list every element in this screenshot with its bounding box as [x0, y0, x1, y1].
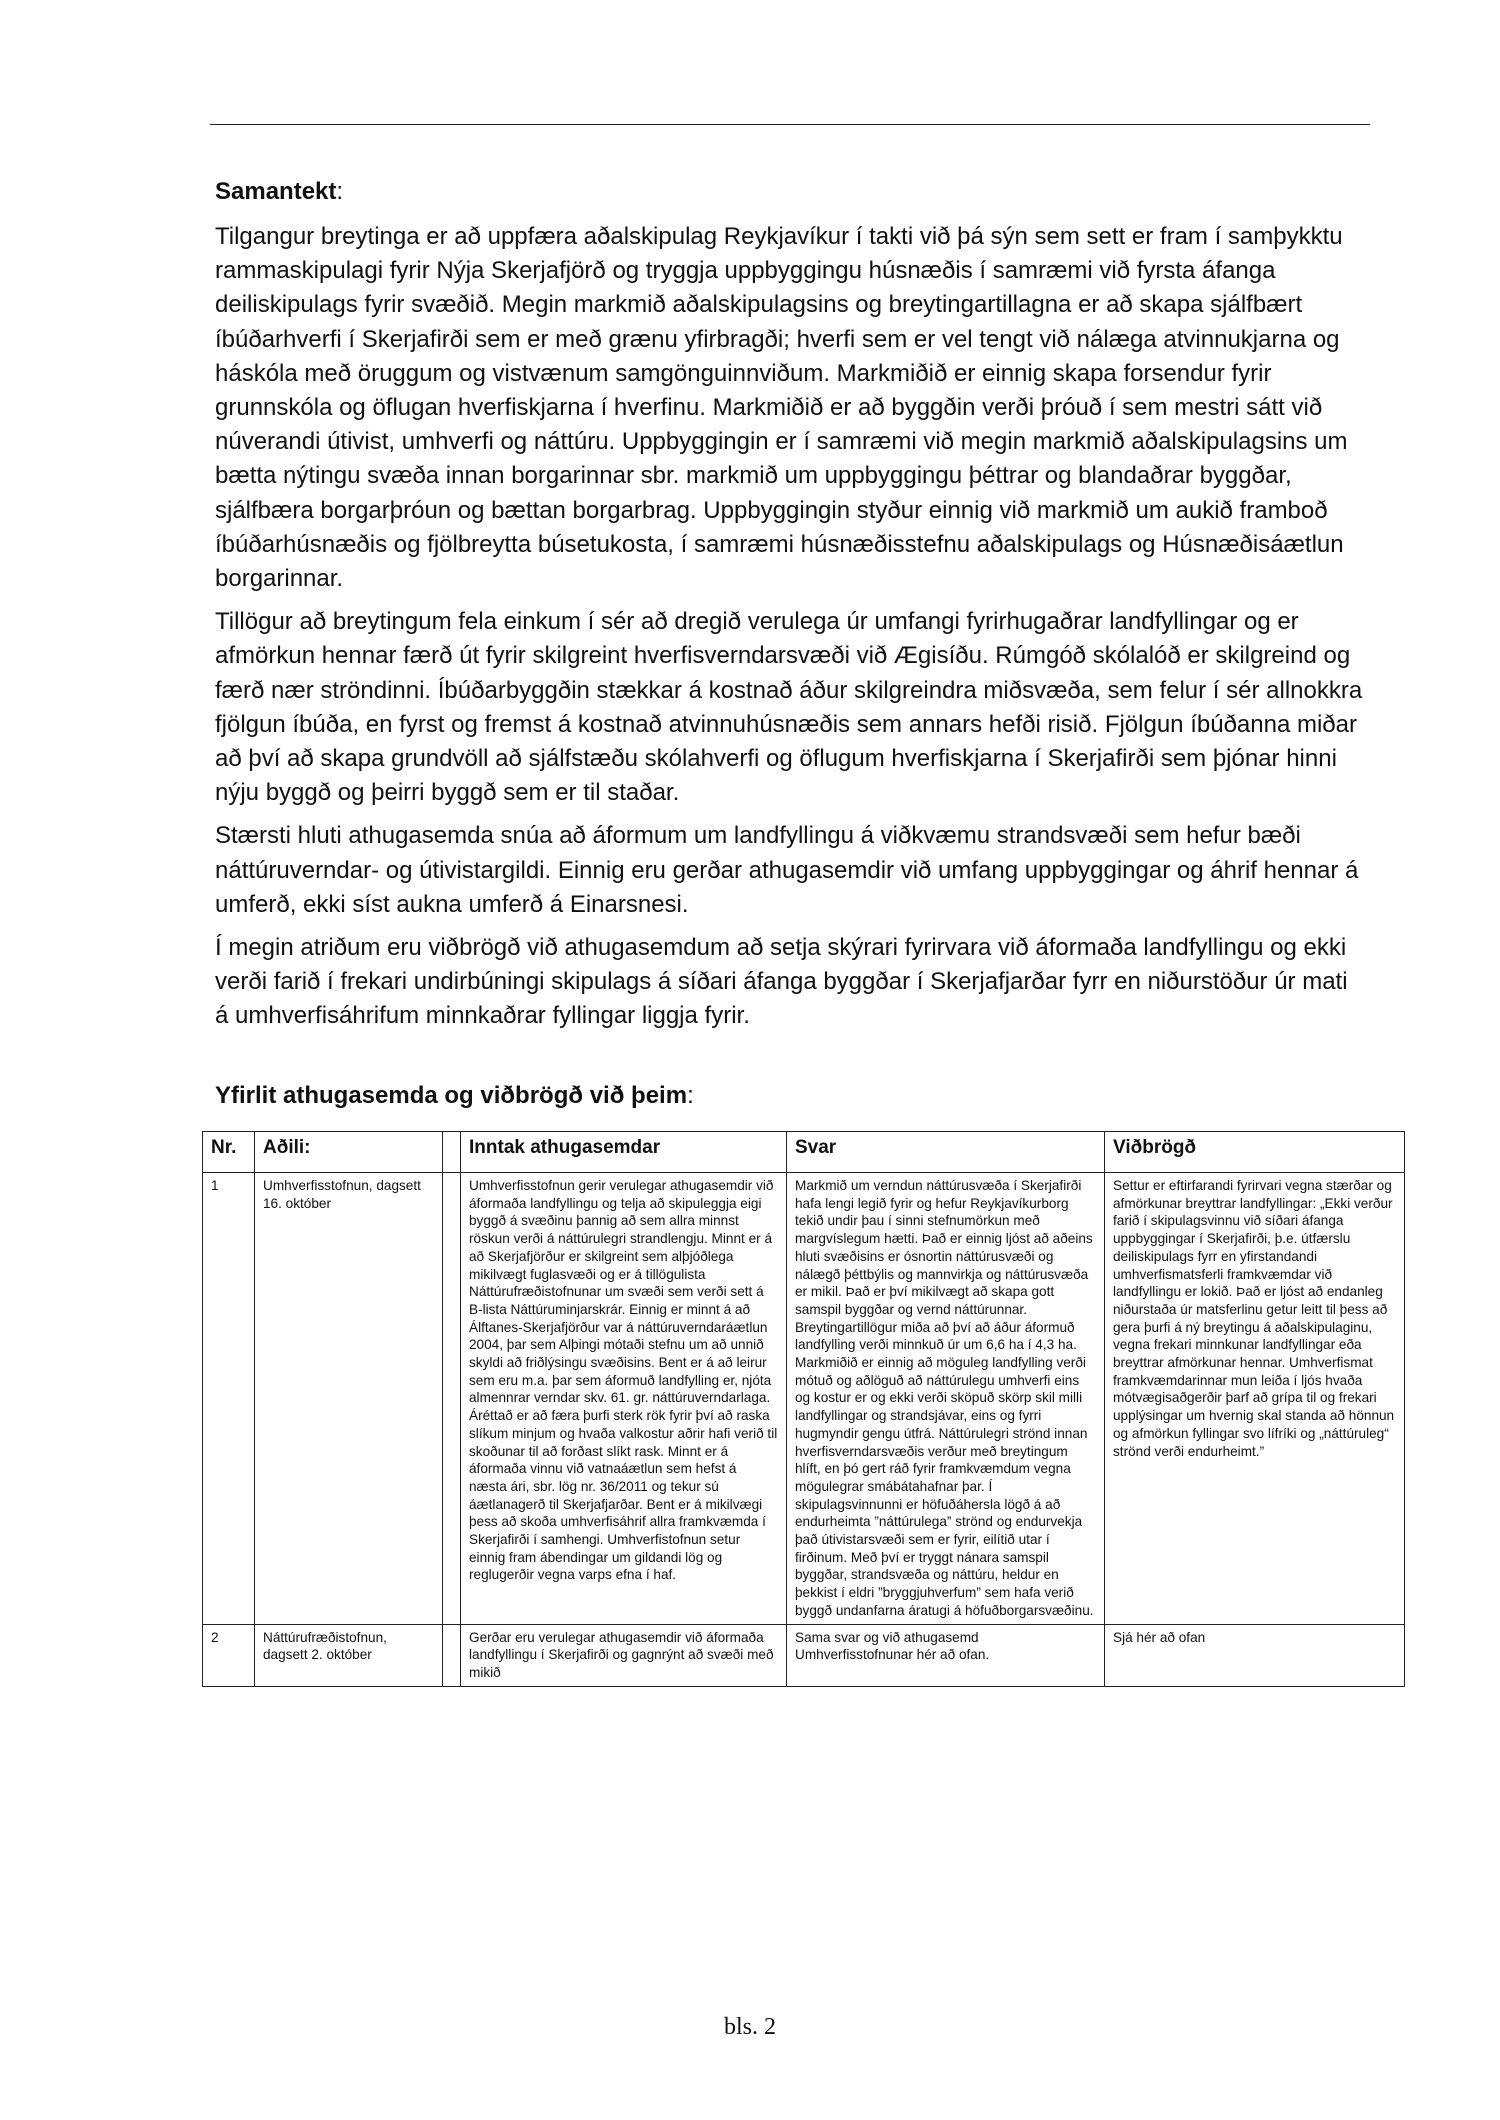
summary-paragraph: Stærsti hluti athugasemda snúa að áformum um landfyllingu á viðkvæmu strandsvæði sem hefur bæði náttúruverndar- og útivistargildi. Einnig eru gerðar athugasemdir við umfang uppbyggingar og áhrif hennar á umferð, ekki síst aukna umferð á Einarsnesi. [215, 822, 1359, 918]
cell-party: Náttúrufræðistofnun, dagsett 2. október [255, 1624, 443, 1686]
page-number: bls. 2 [723, 2014, 776, 2040]
table-title: Yfirlit athugasemda og viðbrögð við þeim: [215, 1082, 694, 1109]
cell-party: Umhverfisstofnun, dagsett 16. október [255, 1173, 443, 1625]
cell-nr: 2 [203, 1624, 255, 1686]
table-row [203, 1173, 1405, 1625]
cell-response: Settur er eftirfarandi fyrirvari vegna stærðar og afmörkunar breyttrar landfyllingar: „Ekki verður farið í skipulagsvinnu við síðari áfanga uppbyggingar í Skerjafirði, þ.e. útfærslu deiliskipulags fyrr en yfirstandandi umhverfismatsferli framkvæmdar við landfyllingu er lokið. Það er ljóst að endanleg niðurstaða úr matsferlinu getur leitt til þess að gera þurfi á ný breytingu á aðalskipulaginu, vegna frekari minnkunar landfyllingar eða breyttrar afmörkunar hennar. Umhverfismat framkvæmdarinnar mun leiða í ljós hvaða mótvægisaðgerðir þarf að grípa til og frekari upplýsingar um hvernig skal standa að hönnun og afmörkun fyllingar svo lífríki og „náttúruleg“ strönd verði endurheimt.” [1105, 1173, 1405, 1625]
header-nr: Nr. [203, 1132, 255, 1173]
cell-spacer [443, 1173, 461, 1625]
summary-section [215, 178, 1365, 1043]
cell-answer: Sama svar og við athugasemd Umhverfisstofnunar hér að ofan. [787, 1624, 1105, 1686]
header-content: Inntak athugasemdar [461, 1132, 787, 1173]
cell-spacer [443, 1624, 461, 1686]
cell-content: Umhverfisstofnun gerir verulegar athugasemdir við áformaða landfyllingu og telja að skipuleggja eigi byggð á svæðinu þannig að sem allra minnst röskun verði á náttúrulegri strandlengju. Minnt er á að Skerjafjörður er skilgreint sem alþjóðlega mikilvægt fuglasvæði og er á tillögulista Náttúrufræðistofnunar um svæði sem verði sett á B-lista Náttúruminjarskrár. Einnig er minnt á að Álftanes-Skerjafjörður var á náttúruverndaráætlun 2004, þar sem Alþingi mótaði stefnu um að unnið skyldi að friðlýsingu svæðisins. Bent er á að leirur sem eru m.a. þar sem áformuð landfylling er, njóta almennrar verndar skv. 61. gr. náttúruverndarlaga. Áréttað er að færa þurfi sterk rök fyrir því að raska slíkum minjum og hvaða valkostur aðrir hafi verið til skoðunar til að forðast slíkt rask. Minnt er á áformaða vinnu við vatnaáætlun sem hefst á næsta ári, sbr. lög nr. 36/2011 og tekur sú áætlanagerð til Skerjafjarðar. Bent er á mikilvægi þess að skoða umhverfisáhrif allra framkvæmda í Skerjafirði í samhengi. Umhverfistofnun setur einnig fram ábendingar um gildandi lög og reglugerðir vegna varps efna í haf. [461, 1173, 787, 1625]
summary-paragraph: Tillögur að breytingum fela einkum í sér að dregið verulega úr umfangi fyrirhugaðrar landfyllingar og er afmörkun hennar færð út fyrir skilgreint hverfisverndarsvæði við Ægisíðu. Rúmgóð skólalóð er skilgreind og færð nær ströndinni. Íbúðarbyggðin stækkar á kostnað áður skilgreindra miðsvæða, sem felur í sér allnokkra fjölgun íbúða, en fyrst og fremst á kostnað atvinnuhúsnæðis sem annars hefði risið. Fjölgun íbúðanna miðar að því að skapa grundvöll að sjálfstæðu skólahverfi og öflugum hverfiskjarna í Skerjafirði sem þjónar hinni nýju byggð og þeirri byggð sem er til staðar. [215, 608, 1363, 807]
header-spacer [443, 1132, 461, 1173]
table-header-row [203, 1132, 1405, 1173]
comments-table [202, 1131, 1405, 1687]
cell-content: Gerðar eru verulegar athugasemdir við áformaða landfyllingu í Skerjafirði og gagnrýnt að svæði með mikið [461, 1624, 787, 1686]
header-party: Aðili: [255, 1132, 443, 1173]
table-row [203, 1624, 1405, 1686]
cell-answer: Markmið um verndun náttúrusvæða í Skerjafirði hafa lengi legið fyrir og hefur Reykjavíkurborg tekið undir þau í sinni stefnumörkun með margvíslegum hætti. Það er einnig ljóst að aðeins hluti svæðisins er ósnortin náttúrusvæði og nálægð þéttbýlis og mannvirkja og náttúrusvæða er mikil. Það er því mikilvægt að skapa gott samspil byggðar og vernd náttúrunnar. Breytingartillögur miða að því að áður áformuð landfylling verði minnkuð úr um 6,6 ha í 4,3 ha. Markmiðið er einnig að möguleg landfylling verði mótuð og aðlöguð að náttúrulegu umhverfi eins og kostur er og ekki verði sköpuð skörp skil milli landfyllingar og strandsjávar, eins og fyrri hugmyndir gengu útfrá. Náttúrulegri strönd innan hverfisverndarsvæðis verður með breytingum hlíft, en þó gert ráð fyrir framkvæmdum vegna mögulegrar smábátahafnar þar. Í skipulagsvinnunni er höfuðáhersla lögð á að endurheimta ”náttúrulega” strönd og endurvekja það útivistarsvæði sem er fyrir, eilítið utar í firðinum. Með því er tryggt nánara samspil byggðar, strandsvæða og náttúru, heldur en þekkist í eldri ”bryggjuhverfum” sem hafa verið byggð undanfarna áratugi á höfuðborgarsvæðinu. [787, 1173, 1105, 1625]
header-rule [210, 124, 1370, 125]
summary-paragraph: Tilgangur breytinga er að uppfæra aðalskipulag Reykjavíkur í takti við þá sýn sem sett er fram í samþykktu rammaskipulagi fyrir Nýja Skerjafjörð og tryggja uppbyggingu húsnæðis í samræmi við fyrsta áfanga deiliskipulags fyrir svæðið. Megin markmið aðalskipulagsins og breytingartillagna er að skapa sjálfbært íbúðarhverfi í Skerjafirði sem er með grænu yfirbragði; hverfi sem er vel tengt við nálæga atvinnukjarna og háskóla með öruggum og vistvænum samgönguinnviðum. Markmiðið er einnig skapa forsendur fyrir grunnskóla og öflugan hverfiskjarna í hverfinu. Markmiðið er að byggðin verði þróuð í sem mestri sátt við núverandi útivist, umhverfi og náttúru. Uppbyggingin er í samræmi við megin markmið aðalskipulagsins um bætta nýtingu svæða innan borgarinnar sbr. markmið um uppbyggingu þéttrar og blandaðrar byggðar, sjálfbæra borgarþróun og bættan borgarbrag. Uppbyggingin styður einnig við markmið um aukið framboð íbúðarhúsnæðis og fjölbreytta búsetukosta, í samræmi húsnæðisstefnu aðalskipulags og Húsnæðisáætlun borgarinnar. [215, 223, 1348, 593]
header-answer: Svar [787, 1132, 1105, 1173]
summary-heading: Samantekt: [215, 178, 344, 205]
cell-response: Sjá hér að ofan [1105, 1624, 1405, 1686]
cell-nr: 1 [203, 1173, 255, 1625]
header-response: Viðbrögð [1105, 1132, 1405, 1173]
summary-paragraph: Í megin atriðum eru viðbrögð við athugasemdum að setja skýrari fyrirvara við áformaða landfyllingu og ekki verði farið í frekari undirbúningi skipulags á síðari áfanga byggðar í Skerjafjarðar fyrr en niðurstöður úr mati á umhverfisáhrifum minnkaðrar fyllingar liggja fyrir. [215, 934, 1348, 1030]
